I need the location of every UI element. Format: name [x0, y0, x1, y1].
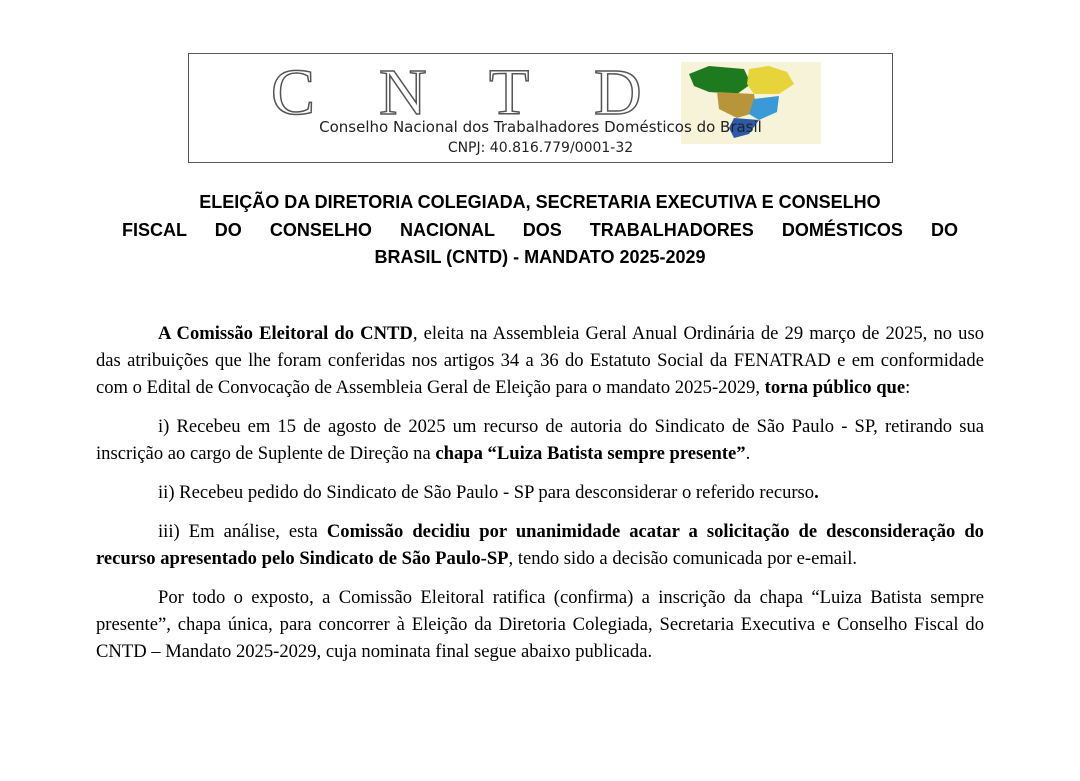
paragraph-item-iii — [96, 518, 984, 572]
title-line-1: ELEIÇÃO DA DIRETORIA COLEGIADA, SECRETARIA EXECUTIVA E CONSELHO — [199, 192, 881, 212]
bold-text: torna público que — [764, 377, 906, 398]
paragraph-conclusion — [96, 584, 984, 665]
bold-text: . — [814, 482, 819, 503]
text: . — [745, 443, 751, 464]
text: i) Recebeu em 15 de agosto de 2025 um recurso de autoria do Sindicato de São Paulo - SP, retirando sua inscrição ao cargo de Suplente de Direção na — [96, 416, 984, 464]
text: iii) Em análise, esta — [158, 521, 327, 542]
paragraph-item-i — [96, 413, 984, 467]
bold-text: Comissão decidiu por unanimidade acatar a solicitação de desconsideração do recurso apresentado pelo Sindicato de São Paulo-SP — [96, 521, 984, 569]
svg-text:N: N — [379, 56, 429, 129]
document-body — [96, 320, 984, 677]
text: Por todo o exposto, a Comissão Eleitoral ratifica (confirma) a inscrição da chapa “Luiza Batista sempre presente”, chapa única, para concorrer à Eleição da Diretoria Colegiada, Secretaria Executiva e Conselho Fiscal do CNTD – Mandato 2025-2029, cuja nominata final segue abaixo publicada. — [96, 587, 984, 662]
bold-text: A Comissão Eleitoral do CNTD — [158, 323, 413, 344]
cnpj: CNPJ: 40.816.779/0001-32 — [447, 140, 634, 156]
text: ii) Recebeu pedido do Sindicato de São Paulo - SP para desconsiderar o referido recurso — [158, 482, 815, 503]
text: : — [905, 377, 911, 398]
svg-text:C: C — [271, 56, 318, 129]
title-line-2: FISCAL DO CONSELHO NACIONAL DOS TRABALHADORES DOMÉSTICOS DO — [122, 219, 958, 240]
document-title — [96, 189, 984, 272]
text: , tendo sido a decisão comunicada por e-email. — [508, 548, 858, 569]
paragraph-item-ii — [96, 479, 984, 506]
cntd-logo — [188, 53, 893, 163]
text: , eleita na Assembleia Geral Anual Ordinária de 29 março de 2025, no uso das atribuições que lhe foram conferidas nos artigos 34 a 36 do Estatuto Social da FENATRAD e em conformidade com o Edital de Convocação de Assembleia Geral de Eleição para o mandato 2025-2029, — [96, 323, 984, 398]
svg-text:T: T — [489, 56, 532, 129]
paragraph-intro — [96, 320, 984, 401]
title-line-3: BRASIL (CNTD) - MANDATO 2025-2029 — [374, 247, 706, 267]
org-name: Conselho Nacional dos Trabalhadores Domésticos do Brasil — [319, 118, 762, 136]
bold-text: chapa “Luiza Batista sempre presente” — [435, 443, 746, 464]
svg-text:D: D — [594, 56, 644, 129]
